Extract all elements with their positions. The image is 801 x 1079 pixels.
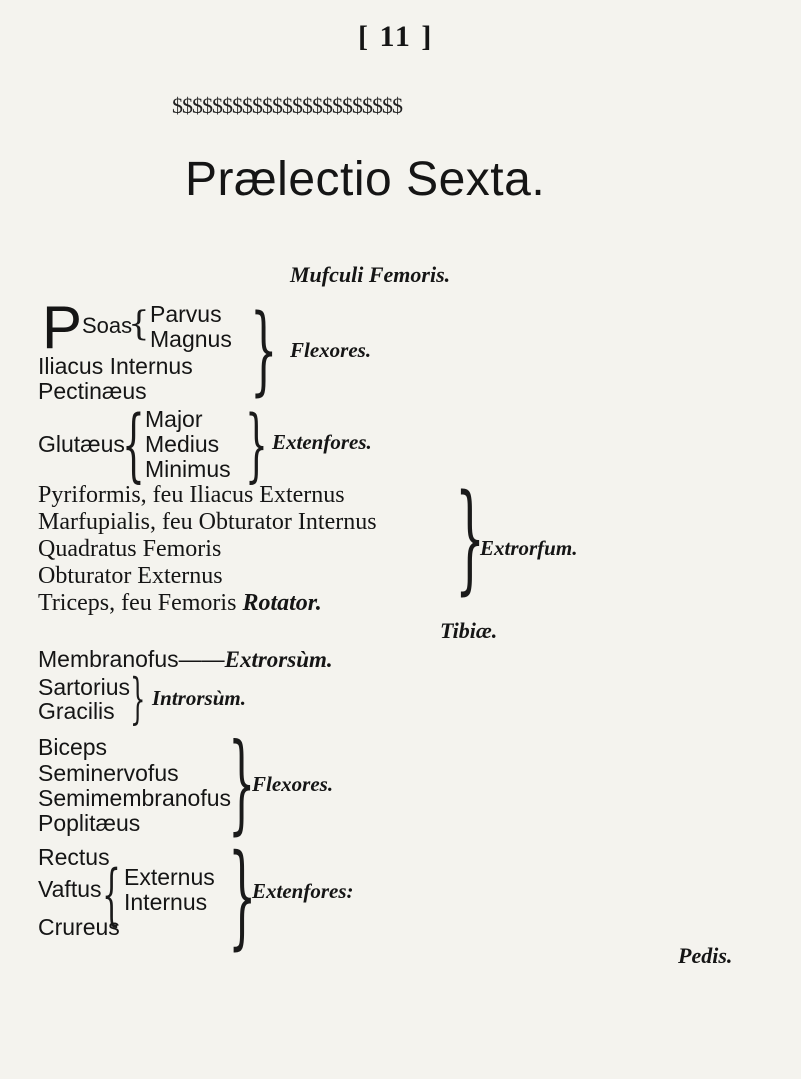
- membranofus-dash: ——: [178, 646, 225, 672]
- muscle-marfupialis: Marfupialis, feu Obturator Internus: [38, 509, 377, 535]
- left-brace-icon: {: [122, 398, 145, 491]
- muscle-semimembranofus: Semimembranofus: [38, 785, 232, 811]
- muscle-triceps: [38, 591, 322, 615]
- action-extrorsum: Extrorsùm.: [224, 647, 333, 672]
- muscle-glutaeus-medius: Medius: [145, 431, 220, 457]
- muscle-glutaeus-minimus: Minimus: [145, 456, 231, 482]
- muscle-psoas-parvus: Parvus: [150, 301, 222, 327]
- action-extenfores-tibiae: Extenfores:: [252, 879, 354, 903]
- tibia-heading: Tibiæ.: [440, 618, 498, 643]
- right-brace-icon: }: [250, 294, 278, 406]
- muscle-quadratus-femoris: Quadratus Femoris: [38, 536, 222, 562]
- decorative-ornament-band: $$$$$$$$$$$$$$$$$$$$$$$: [172, 93, 402, 118]
- muscle-vaftus-internus: Internus: [124, 889, 208, 915]
- section-subtitle: Mufculi Femoris.: [290, 262, 451, 287]
- catchword: Pedis.: [678, 943, 733, 968]
- muscle-gracilis: Gracilis: [38, 698, 115, 724]
- right-brace-icon: }: [228, 831, 257, 961]
- drop-cap-p: P: [42, 294, 83, 361]
- action-flexores-femoris: Flexores.: [290, 338, 372, 362]
- muscle-poplitaeus: Poplitæus: [38, 810, 141, 836]
- muscle-psoas: Soas: [82, 313, 133, 338]
- left-brace-icon: {: [102, 856, 121, 933]
- action-flexores-tibiae: Flexores.: [252, 772, 334, 796]
- muscle-biceps: Biceps: [38, 734, 108, 760]
- muscle-membranofus: [38, 648, 333, 671]
- muscle-seminervofus: Seminervofus: [38, 760, 179, 786]
- left-brace-icon: {: [128, 304, 150, 344]
- right-brace-icon: }: [228, 721, 256, 846]
- right-brace-icon: }: [245, 398, 268, 491]
- muscle-vaftus: Vaftus: [38, 876, 102, 902]
- page-number-header: [ 11 ]: [358, 20, 434, 53]
- action-extrorfum: Extrorfum.: [480, 536, 578, 560]
- muscle-iliacus-internus: Iliacus Internus: [38, 353, 193, 379]
- action-introrsum: Introrsùm.: [152, 686, 246, 710]
- muscle-triceps-name: Triceps, feu Femoris: [38, 590, 237, 616]
- membranofus-name: Membranofus: [38, 646, 179, 672]
- rotator-label: Rotator.: [242, 590, 322, 616]
- muscle-glutaeus: Glutæus: [38, 431, 125, 457]
- muscle-crureus: Crureus: [38, 914, 120, 940]
- right-brace-icon: }: [130, 667, 146, 730]
- muscle-pyriformis: Pyriformis, feu Iliacus Externus: [38, 482, 345, 508]
- muscle-vaftus-externus: Externus: [124, 864, 215, 890]
- muscle-glutaeus-major: Major: [145, 406, 203, 432]
- muscle-pectinaeus: Pectinæus: [38, 378, 147, 404]
- action-extenfores-femoris: Extenfores.: [272, 430, 372, 454]
- muscle-sartorius: Sartorius: [38, 674, 131, 700]
- lecture-title: Prælectio Sexta.: [185, 153, 546, 206]
- muscle-obturator-externus: Obturator Externus: [38, 563, 223, 589]
- muscle-psoas-magnus: Magnus: [150, 326, 232, 352]
- muscle-rectus: Rectus: [38, 844, 110, 870]
- right-brace-icon: }: [455, 468, 486, 606]
